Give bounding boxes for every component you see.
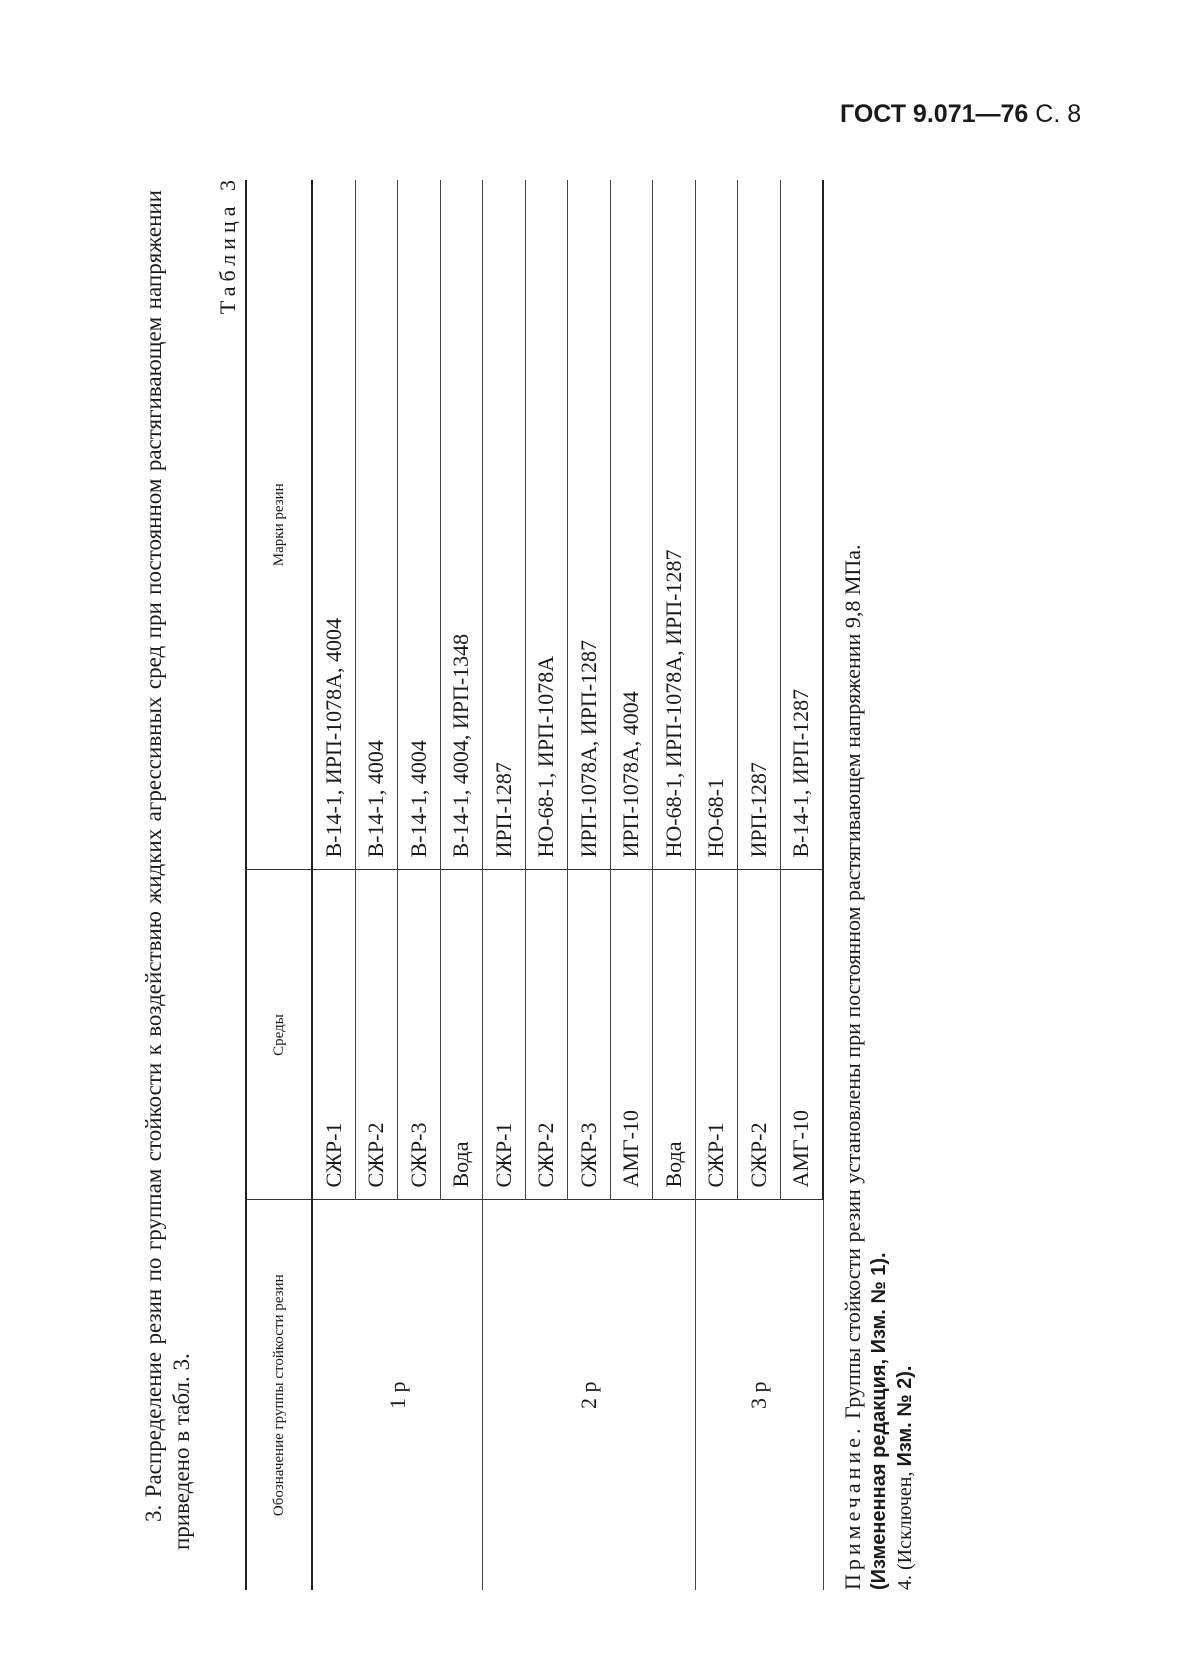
medium-cell: АМГ-10: [610, 870, 653, 1200]
grades-cell: В-14-1, 4004, ИРП-1348: [440, 180, 483, 870]
medium-cell: АМГ-10: [780, 870, 823, 1200]
table-note: [840, 230, 918, 1590]
grades-cell: ИРП-1287: [483, 180, 526, 870]
header-grades: Марки резин: [246, 180, 312, 870]
amendment-1: (Измененная редакция, Изм. № 1).: [868, 1252, 890, 1590]
group-label: 2 р: [483, 1200, 696, 1590]
table-row: [483, 180, 526, 1590]
table-header-row: [246, 180, 312, 1590]
intro-paragraph: 3. Распределение резин по группам стойкости к воздействию жидких агрессивных сред при постоянном растягивающем напряжении приведено в табл. 3.: [141, 190, 194, 1550]
medium-cell: СЖР-2: [355, 870, 398, 1200]
grades-cell: В-14-1, ИРП-1287: [780, 180, 823, 870]
item-4-text: 4. (Исключен,: [894, 1471, 916, 1590]
medium-cell: СЖР-1: [483, 870, 526, 1200]
header-medium: Среды: [246, 870, 312, 1200]
page-number: С. 8: [1035, 100, 1082, 128]
table-row: [695, 180, 738, 1590]
item-4-amendment: Изм. № 2).: [894, 1365, 916, 1467]
medium-cell: СЖР-3: [568, 870, 611, 1200]
standard-code: ГОСТ 9.071—76: [840, 100, 1029, 128]
medium-cell: СЖР-1: [312, 870, 355, 1200]
grades-cell: В-14-1, 4004: [355, 180, 398, 870]
table-3: [245, 180, 824, 1590]
group-label: 1 р: [312, 1200, 483, 1590]
group-label: 3 р: [695, 1200, 823, 1590]
medium-cell: СЖР-2: [738, 870, 781, 1200]
medium-cell: Вода: [653, 870, 696, 1200]
grades-cell: НО-68-1, ИРП-1078А, ИРП-1287: [653, 180, 696, 870]
table-caption: Таблица 3: [215, 175, 240, 315]
note-title: Примечание.: [840, 1424, 865, 1590]
medium-cell: СЖР-1: [695, 870, 738, 1200]
table-row: [312, 180, 355, 1590]
note-text: Группы стойкости резин установлены при постоянном растягивающем напряжении 9,8 МПа.: [840, 544, 865, 1420]
item-4: [892, 230, 918, 1590]
medium-cell: СЖР-3: [398, 870, 441, 1200]
grades-cell: ИРП-1078А, ИРП-1287: [568, 180, 611, 870]
grades-cell: ИРП-1287: [738, 180, 781, 870]
header-group: Обозначение группы стойкости резин: [246, 1200, 312, 1590]
grades-cell: В-14-1, ИРП-1078А, 4004: [312, 180, 355, 870]
grades-cell: НО-68-1: [695, 180, 738, 870]
medium-cell: СЖР-2: [525, 870, 568, 1200]
grades-cell: В-14-1, 4004: [398, 180, 441, 870]
grades-cell: ИРП-1078А, 4004: [610, 180, 653, 870]
grades-cell: НО-68-1, ИРП-1078А: [525, 180, 568, 870]
rotated-content: [140, 145, 1170, 1605]
medium-cell: Вода: [440, 870, 483, 1200]
running-head: [840, 100, 1081, 129]
